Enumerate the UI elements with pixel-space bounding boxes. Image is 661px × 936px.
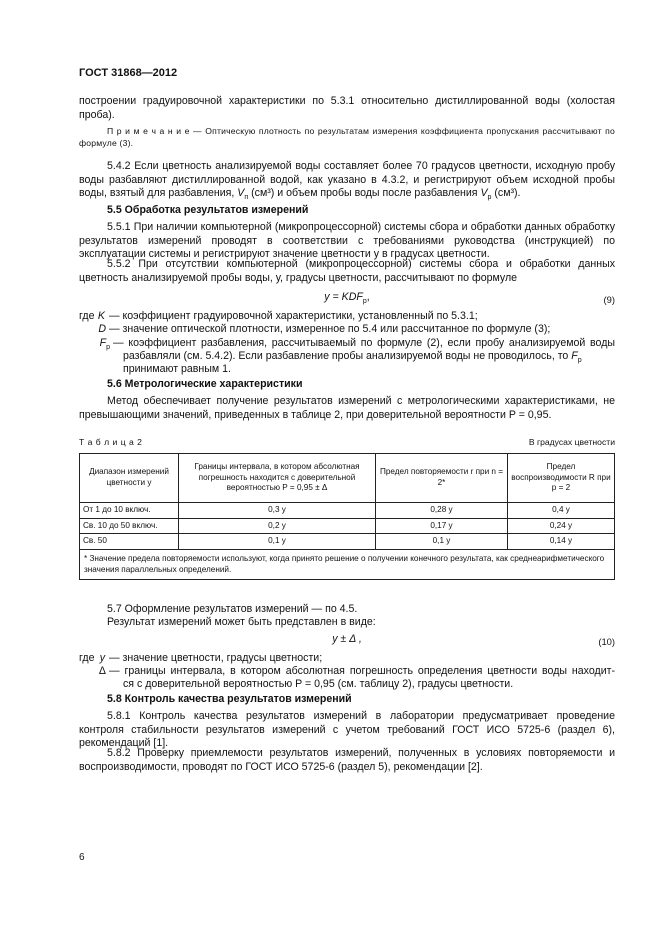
formula-9-definitions	[79, 310, 615, 380]
term-y: у	[99, 652, 105, 664]
table-cell: 0,3 у	[179, 503, 376, 519]
formula-10-definitions	[79, 652, 615, 692]
section-5-6-heading: 5.6 Метрологические характеристики	[107, 378, 303, 390]
paragraph-5-5-1: 5.5.1 При наличии компьютерной (микропроцессорной) системы сбора и обработки данных обработку результатов измерений проводят в соответствии с требованиями руководства (инструкцией) по эксплуатации системы и регистрируют значение цветности у в градусах цветности.	[79, 221, 615, 261]
formula-9-body: y = KDF	[324, 291, 363, 303]
def-delta-line-1: — границы интервала, в котором абсолютная погрешность определения цветности воды находит-	[109, 665, 615, 677]
p542-part-a: 5.4.2 Если цветность анализируемой воды составляет более 70 градусов цветности, исходную пробу воды разбавляют дистиллированной водой, как указано в 4.3.2, и регистрируют объем исходной пробы воды, взятый для разбавления,	[79, 160, 615, 200]
term-f	[79, 337, 110, 355]
table-cell: 0,1 у	[179, 534, 376, 550]
note-label: П р и м е ч а н и е —	[107, 126, 206, 136]
table-caption: Т а б л и ц а 2	[79, 437, 143, 447]
table-cell: 0,17 у	[376, 518, 508, 534]
table-header-row	[80, 454, 615, 503]
table-cell: Св. 50	[80, 534, 179, 550]
formula-9-sub: р	[362, 298, 367, 306]
table-units: В градусах цветности	[528, 437, 615, 447]
table-cell: 0,24 у	[508, 518, 615, 534]
term-f-sub: р	[106, 344, 110, 352]
page-number: 6	[79, 852, 85, 863]
term-f-letter: F	[99, 337, 107, 349]
table-cell: 0,1 у	[376, 534, 508, 550]
def-f-line-2-sub: р	[577, 357, 582, 365]
paragraph-5-5-2: 5.5.2 При отсутствии компьютерной (микропроцессорной) системы сбора и обработки данных цветность анализируемой пробы воды, у, градусы цветности, рассчитывают по формуле	[79, 258, 615, 284]
paragraph-5-8-1: 5.8.1 Контроль качества результатов измерений в лаборатории предусматривает проведение контроля стабильности результатов измерений с учетом требований ГОСТ ИСО 5725-6 (раздел 6), рекомендаций [1].	[79, 710, 615, 750]
table-cell: Св. 10 до 50 включ.	[80, 518, 179, 534]
table-header: Предел воспроизводимости R при p = 2	[508, 454, 615, 503]
paragraph-5-6: Метод обеспечивает получение результатов измерений с метрологическими характеристиками, не превышающими значений, приведенных в таблице 2, при доверительной вероятности P = 0,95.	[79, 395, 615, 421]
table-cell: 0,2 у	[179, 518, 376, 534]
paragraph-5-7: 5.7 Оформление результатов измерений — по 4.5.	[107, 603, 358, 615]
formula-10-number: (10)	[598, 636, 615, 647]
table-row	[80, 518, 615, 534]
paragraph-5-8-2: 5.8.2 Проверку приемлемости результатов измерений, полученных в условиях повторяемости и воспроизводимости, проводят по ГОСТ ИСО 5725-6 (раздел 5), рекомендации [2].	[79, 747, 615, 773]
table-row	[80, 503, 615, 519]
def-f-line-3: принимают равным 1.	[123, 363, 231, 375]
table-cell: 0,4 у	[508, 503, 615, 519]
def-delta-line-2: ся с доверительной вероятностью P = 0,95 (см. таблицу 2), градусы цветности.	[123, 678, 514, 690]
paragraph-continuation: построении градуировочной характеристики по 5.3.1 относительно дистиллированной воды (холостая проба).	[79, 95, 615, 121]
vp-sub: р	[487, 194, 492, 202]
def-d: — значение оптической плотности, измеренное по 5.4 или рассчитанное по формуле (3);	[109, 323, 551, 335]
note-text: Оптическую плотность по результатам измерения коэффициента пропускания рассчитывают по формуле (3).	[79, 126, 615, 148]
section-5-5-heading: 5.5 Обработка результатов измерений	[107, 204, 309, 216]
table-footnote: * Значение предела повторяемости используют, когда принято решение о получении конечного результата, как среднеарифметического значения параллельных определений.	[80, 549, 615, 579]
where-label-10: где	[79, 652, 95, 664]
def-f-line-1: — коэффициент разбавления, рассчитываемый по формуле (2), если пробу анализируемой воды	[113, 337, 615, 349]
table-cell: 0,14 у	[508, 534, 615, 550]
paragraph-5-7-form: Результат измерений может быть представлен в виде:	[107, 616, 376, 628]
table-cell: 0,28 у	[376, 503, 508, 519]
paragraph-5-4-2	[79, 160, 615, 205]
def-k: — коэффициент градуировочной характеристики, установленный по 5.3.1;	[109, 310, 478, 322]
term-k: K	[97, 310, 105, 322]
def-f-line-2-text: разбавляли (см. 5.4.2). Если разбавление пробы анализируемой воды не проводилось, то	[123, 350, 572, 362]
note	[79, 126, 615, 149]
formula-10	[79, 633, 615, 647]
term-d: D	[98, 323, 106, 335]
where-label: где	[79, 310, 95, 322]
formula-9-number: (9)	[603, 294, 615, 305]
p542-part-b: (см³) и объем пробы воды после разбавления	[248, 187, 481, 200]
table-header: Границы интервала, в котором абсолютная погрешность находится с доверительной вероятностью P = 0,95 ± Δ	[179, 454, 376, 503]
table-header: Предел повторяемости r при n = 2*	[376, 454, 508, 503]
vp-symbol: V	[480, 187, 488, 200]
document-header: ГОСТ 31868—2012	[79, 67, 178, 79]
formula-10-body: y ± Δ ,	[332, 633, 362, 645]
table-header: Диапазон измерений цветности у	[80, 454, 179, 503]
table-2	[79, 453, 615, 580]
formula-9-end: ,	[366, 291, 370, 303]
def-f-line-2-symbol: F	[571, 350, 578, 362]
term-delta: Δ	[98, 665, 106, 677]
def-y: — значение цветности, градусы цветности;	[109, 652, 323, 664]
table-row	[80, 534, 615, 550]
formula-9	[79, 291, 615, 309]
table-cell: От 1 до 10 включ.	[80, 503, 179, 519]
table-footnote-row	[80, 549, 615, 579]
vn-symbol: V	[237, 187, 245, 200]
section-5-8-heading: 5.8 Контроль качества результатов измерений	[107, 693, 352, 705]
p542-part-c: (см³).	[491, 187, 521, 200]
vn-sub: п	[244, 194, 249, 202]
